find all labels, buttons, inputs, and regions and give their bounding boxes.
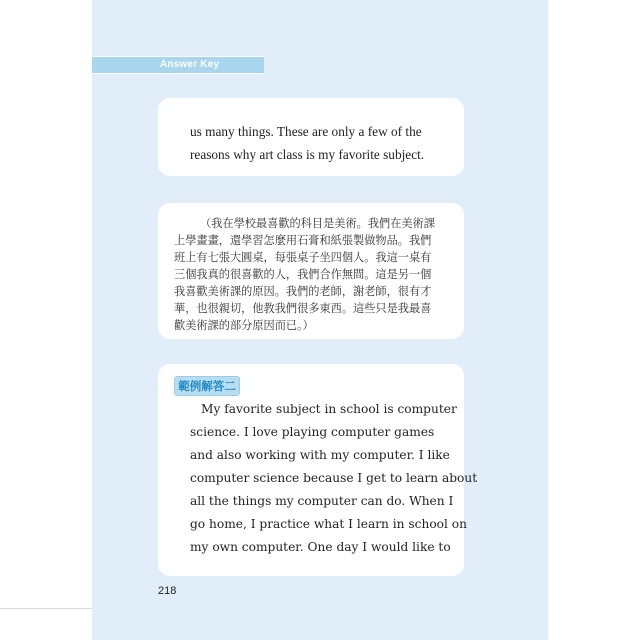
translation-line: 三個我真的很喜歡的人，我們合作無間。這是另一個 (174, 268, 432, 281)
answer-line: My favorite subject in school is computer (201, 402, 457, 416)
answer-line: science. I love playing computer games (190, 425, 435, 439)
book-page (92, 0, 548, 640)
translation-card (158, 203, 464, 339)
translation-line: （我在學校最喜歡的科目是美術。我們在美術課 (200, 217, 435, 230)
english-text-card (158, 98, 464, 176)
answer-line: my own computer. One day I would like to (190, 540, 451, 554)
sample-answer-badge (174, 376, 240, 396)
footer-rule (0, 608, 92, 609)
answer-line: go home, I practice what I learn in school on (190, 517, 467, 531)
sample-answer-badge-label: 範例解答二 (178, 379, 236, 393)
translation-line: 華，也很親切，他教我們很多東西。這些只是我最喜 (174, 302, 432, 315)
text-line: reasons why art class is my favorite subject. (190, 147, 425, 162)
answer-key-label: Answer Key (160, 59, 220, 70)
text-line: us many things. These are only a few of the (190, 124, 422, 139)
answer-line: all the things my computer can do. When I (190, 494, 454, 508)
translation-line: 班上有七張大圓桌，每張桌子坐四個人。我這一桌有 (174, 251, 432, 264)
answer-key-header (92, 56, 264, 74)
answer-line: computer science because I get to learn about (190, 471, 478, 485)
translation-line: 歡美術課的部分原因而已。） (174, 319, 314, 332)
answer-line: and also working with my computer. I like (190, 448, 450, 462)
sample-answer-card (158, 364, 478, 576)
translation-line: 上學畫畫，還學習怎麼用石膏和紙張製做物品。我們 (174, 234, 432, 247)
page-number: 218 (158, 585, 177, 597)
translation-line: 我喜歡美術課的原因。我們的老師，謝老師，很有才 (174, 285, 432, 298)
